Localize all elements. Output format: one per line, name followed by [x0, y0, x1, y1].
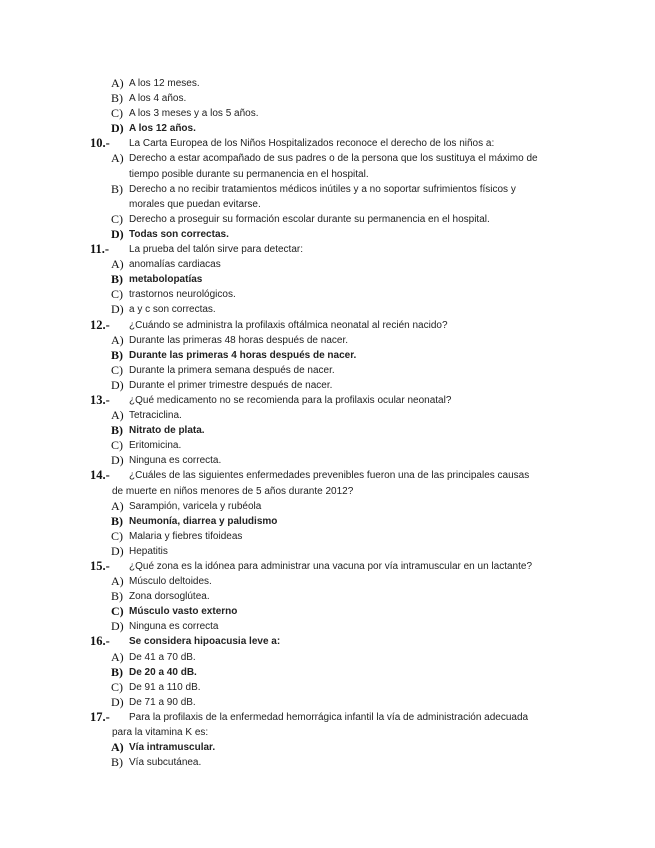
question-line — [0, 393, 655, 408]
option-letter: A) — [111, 408, 124, 423]
answer-option — [0, 453, 655, 468]
question-text: ¿Qué medicamento no se recomienda para la profilaxis ocular neonatal? — [129, 394, 452, 406]
continuation-text: de muerte en niños menores de 5 años durante 2012? — [112, 485, 354, 497]
answer-option — [0, 348, 655, 363]
option-text: Durante el primer trimestre después de nacer. — [129, 379, 333, 391]
option-text: Ninguna es correcta. — [129, 455, 222, 467]
option-text: trastornos neurológicos. — [129, 289, 236, 301]
answer-option — [0, 740, 655, 755]
option-text: Músculo deltoides. — [129, 576, 212, 588]
question-number: 16.- — [90, 634, 110, 649]
option-letter: D) — [111, 619, 124, 634]
option-text: De 41 a 70 dB. — [129, 651, 196, 663]
option-text: Vía intramuscular. — [129, 742, 216, 754]
question-number: 11.- — [90, 242, 110, 257]
answer-option — [0, 650, 655, 665]
option-text: Derecho a no recibir tratamientos médicos inútiles y a no soportar sufrimientos físicos y — [129, 183, 516, 195]
question-line — [0, 559, 655, 574]
option-text: Músculo vasto externo — [129, 606, 238, 618]
option-letter: D) — [111, 302, 124, 317]
option-letter: C) — [111, 438, 123, 453]
exam-page — [0, 76, 655, 770]
continuation-line — [0, 167, 655, 182]
option-letter: A) — [111, 740, 124, 755]
answer-option — [0, 287, 655, 302]
question-number: 12.- — [90, 317, 110, 332]
option-text: Sarampión, varicela y rubéola — [129, 500, 262, 512]
option-text: Neumonía, diarrea y paludismo — [129, 515, 278, 527]
question-text: ¿Cuándo se administra la profilaxis oftálmica neonatal al recién nacido? — [129, 319, 448, 331]
answer-option — [0, 91, 655, 106]
answer-option — [0, 272, 655, 287]
answer-option — [0, 574, 655, 589]
option-text: Derecho a estar acompañado de sus padres o de la persona que los sustituya el máximo de — [129, 153, 538, 165]
answer-option — [0, 408, 655, 423]
continuation-text: tiempo posible durante su permanencia en el hospital. — [129, 168, 369, 180]
option-letter: B) — [111, 181, 123, 196]
option-letter: B) — [111, 91, 123, 106]
option-letter: C) — [111, 106, 123, 121]
option-letter: C) — [111, 528, 123, 543]
answer-option — [0, 76, 655, 91]
option-letter: B) — [111, 423, 123, 438]
option-text: Ninguna es correcta — [129, 621, 219, 633]
option-letter: C) — [111, 604, 124, 619]
option-letter: C) — [111, 211, 123, 226]
question-line — [0, 468, 655, 483]
answer-option — [0, 514, 655, 529]
option-text: Zona dorsoglútea. — [129, 591, 210, 603]
answer-option — [0, 423, 655, 438]
continuation-line — [0, 197, 655, 212]
option-text: A los 12 años. — [129, 123, 196, 135]
question-number: 17.- — [90, 709, 110, 724]
answer-option — [0, 604, 655, 619]
answer-option — [0, 151, 655, 166]
option-text: Todas son correctas. — [129, 228, 229, 240]
answer-option — [0, 589, 655, 604]
question-number: 14.- — [90, 468, 110, 483]
answer-option — [0, 665, 655, 680]
question-line — [0, 318, 655, 333]
answer-option — [0, 302, 655, 317]
option-text: Eritomicina. — [129, 440, 182, 452]
option-text: Tetraciclina. — [129, 410, 182, 422]
answer-option — [0, 499, 655, 514]
question-line — [0, 634, 655, 649]
question-number: 10.- — [90, 136, 110, 151]
option-letter: C) — [111, 362, 123, 377]
option-letter: D) — [111, 453, 124, 468]
answer-option — [0, 121, 655, 136]
option-text: A los 12 meses. — [129, 78, 200, 89]
answer-option — [0, 363, 655, 378]
question-text: ¿Qué zona es la idónea para administrar una vacuna por vía intramuscular en un lactante? — [129, 561, 533, 572]
option-text: Durante la primera semana después de nacer. — [129, 364, 335, 376]
answer-option — [0, 227, 655, 242]
answer-option — [0, 695, 655, 710]
question-number: 13.- — [90, 392, 110, 407]
option-letter: A) — [111, 498, 124, 513]
question-text: Para la profilaxis de la enfermedad hemorrágica infantil la vía de administración adecuada — [129, 711, 529, 723]
option-letter: B) — [111, 513, 123, 528]
answer-option — [0, 755, 655, 770]
option-text: metabolopatías — [129, 274, 203, 286]
option-letter: B) — [111, 664, 123, 679]
question-line — [0, 136, 655, 151]
option-text: De 71 a 90 dB. — [129, 696, 196, 708]
option-text: Nitrato de plata. — [129, 425, 205, 437]
option-text: De 20 a 40 dB. — [129, 666, 197, 678]
question-line — [0, 710, 655, 725]
continuation-line — [0, 725, 655, 740]
option-letter: A) — [111, 76, 124, 90]
option-letter: A) — [111, 151, 124, 166]
option-text: Malaria y fiebres tifoideas — [129, 530, 243, 542]
answer-option — [0, 529, 655, 544]
option-text: De 91 a 110 dB. — [129, 681, 201, 693]
option-letter: D) — [111, 226, 124, 241]
option-text: Durante las primeras 4 horas después de nacer. — [129, 349, 357, 361]
option-letter: D) — [111, 543, 124, 558]
option-letter: B) — [111, 347, 123, 362]
answer-option — [0, 106, 655, 121]
option-letter: C) — [111, 679, 123, 694]
answer-option — [0, 212, 655, 227]
answer-option — [0, 544, 655, 559]
answer-option — [0, 333, 655, 348]
question-text: Se considera hipoacusia leve a: — [129, 636, 281, 648]
option-text: Vía subcutánea. — [129, 757, 202, 769]
option-text: Hepatitis — [129, 545, 168, 557]
continuation-text: para la vitamina K es: — [112, 727, 209, 739]
answer-option — [0, 438, 655, 453]
option-text: Durante las primeras 48 horas después de nacer. — [129, 334, 349, 346]
option-text: A los 4 años. — [129, 93, 187, 105]
option-letter: C) — [111, 287, 123, 302]
option-letter: A) — [111, 257, 124, 272]
option-letter: D) — [111, 694, 124, 709]
answer-option — [0, 378, 655, 393]
question-text: ¿Cuáles de las siguientes enfermedades prevenibles fueron una de las principales causas — [129, 470, 530, 482]
question-text: La Carta Europea de los Niños Hospitalizados reconoce el derecho de los niños a: — [129, 138, 495, 150]
answer-option — [0, 257, 655, 272]
option-text: A los 3 meses y a los 5 años. — [129, 108, 259, 120]
option-letter: A) — [111, 574, 124, 589]
option-letter: B) — [111, 272, 123, 287]
option-text: a y c son correctas. — [129, 304, 216, 316]
answer-option — [0, 619, 655, 634]
option-letter: B) — [111, 755, 123, 770]
continuation-text: morales que puedan evitarse. — [129, 198, 261, 210]
answer-option — [0, 680, 655, 695]
question-number: 15.- — [90, 559, 110, 573]
option-letter: D) — [111, 121, 124, 136]
continuation-line — [0, 484, 655, 499]
option-text: anomalías cardiacas — [129, 259, 221, 271]
question-line — [0, 242, 655, 257]
option-letter: D) — [111, 377, 124, 392]
option-text: Derecho a proseguir su formación escolar durante su permanencia en el hospital. — [129, 213, 490, 225]
option-letter: A) — [111, 332, 124, 347]
option-letter: A) — [111, 649, 124, 664]
option-letter: B) — [111, 589, 123, 604]
question-text: La prueba del talón sirve para detectar: — [129, 244, 303, 256]
answer-option — [0, 182, 655, 197]
